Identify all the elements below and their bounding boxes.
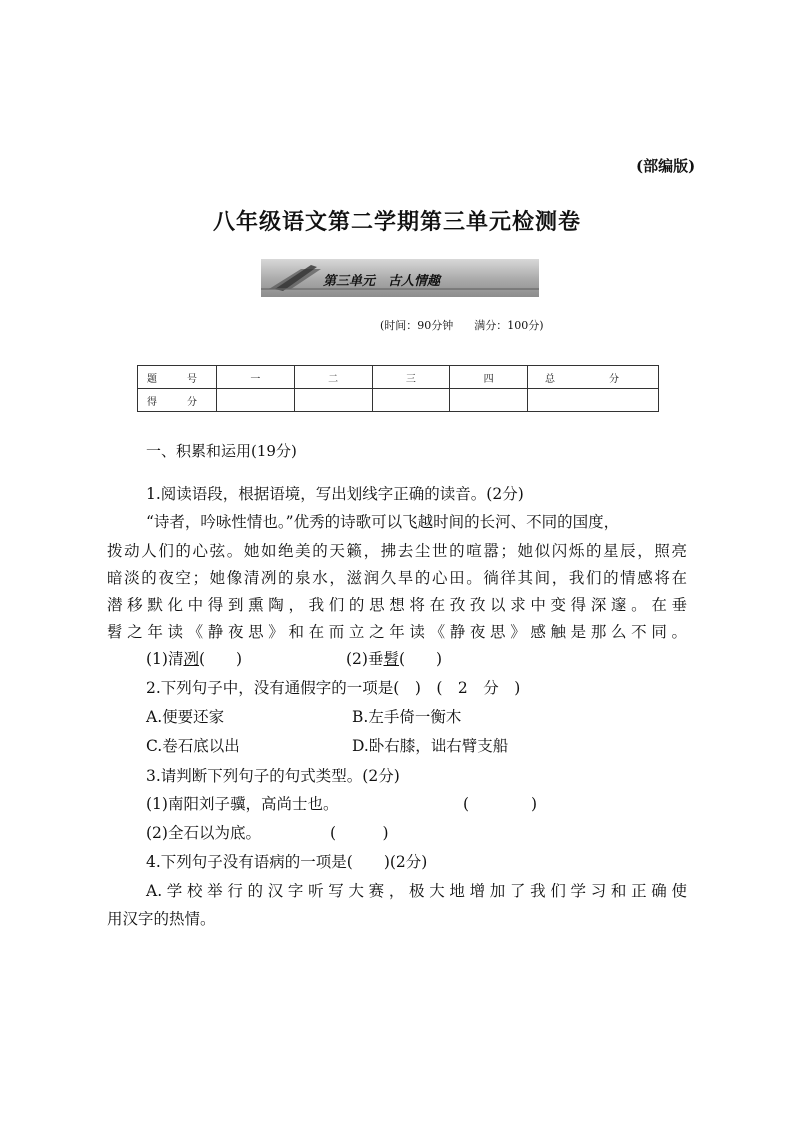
- header-cell: 总 分: [528, 366, 659, 389]
- option-a-line: 用汉字的热情。: [107, 910, 216, 928]
- score-cell[interactable]: [372, 389, 450, 412]
- exam-info: [380, 317, 544, 333]
- blank-2-answer[interactable]: ( ): [398, 650, 443, 668]
- question-2-stem: 2.下列句子中，没有通假字的一项是( ) ( 2 分 ): [146, 679, 521, 697]
- passage-line: 拨动人们的心弦。她如绝美的天籁，拂去尘世的喧嚣；她似闪烁的星辰，照亮: [107, 542, 687, 560]
- question-3-sentence-2: (2)全石以为底。: [146, 824, 261, 842]
- unit-banner: [261, 259, 539, 297]
- blank-1-prefix: (1)清: [146, 650, 184, 668]
- question-3-blank-1[interactable]: ( ): [463, 795, 538, 813]
- score-label: 满分：100分): [474, 319, 544, 332]
- score-table: [137, 365, 659, 412]
- question-3-stem: 3.请判断下列句子的句式类型。(2分): [146, 767, 400, 785]
- question-4-stem: 4.下列句子没有语病的一项是( )(2分): [146, 853, 428, 871]
- score-row-label: 得 分: [138, 389, 217, 412]
- option-d: D.卧右膝，诎右臂支船: [352, 737, 509, 755]
- question-3-blank-2[interactable]: ( ): [330, 824, 389, 842]
- header-cell: 一: [217, 366, 295, 389]
- score-table-score-row: [138, 389, 659, 412]
- option-a: A.便要还家: [146, 708, 225, 726]
- banner-label: 第三单元 古人情趣: [323, 274, 441, 289]
- blank-2-underlined-char: 髫: [383, 650, 399, 668]
- question-3-sentence-1: (1)南阳刘子骥，高尚士也。: [146, 795, 339, 813]
- score-table-header-row: [138, 366, 659, 389]
- time-label: (时间：90分钟: [380, 319, 454, 332]
- section-title: 一、积累和运用(19分): [146, 442, 297, 460]
- passage-line: 暗淡的夜空；她像清冽的泉水，滋润久旱的心田。徜徉其间，我们的情感将在: [107, 569, 687, 587]
- option-b: B.左手倚一衡木: [352, 708, 462, 726]
- passage-line: 髫之年读《静夜思》和在而立之年读《静夜思》感触是那么不同。: [107, 623, 687, 641]
- header-cell: 二: [294, 366, 372, 389]
- header-cell: 三: [372, 366, 450, 389]
- edition-label: (部编版): [636, 157, 696, 175]
- passage-line: 潜移默化中得到熏陶，我们的思想将在孜孜以求中变得深邃。在垂: [107, 596, 687, 614]
- score-cell[interactable]: [217, 389, 295, 412]
- question-1-blank-2: [346, 647, 442, 669]
- header-cell: 题 号: [138, 366, 217, 389]
- header-cell: 四: [450, 366, 528, 389]
- blank-1-answer[interactable]: ( ): [198, 650, 243, 668]
- score-cell[interactable]: [450, 389, 528, 412]
- score-cell[interactable]: [528, 389, 659, 412]
- score-cell[interactable]: [294, 389, 372, 412]
- page-title: 八年级语文第二学期第三单元检测卷: [212, 210, 581, 235]
- blank-2-prefix: (2)垂: [346, 650, 384, 668]
- question-1-blank-1: [146, 647, 242, 669]
- option-a-line: A.学校举行的汉字听写大赛，极大地增加了我们学习和正确使: [146, 882, 687, 900]
- passage-line: “诗者，吟咏性情也。”优秀的诗歌可以飞越时间的长河、不同的国度，: [146, 513, 620, 531]
- blank-1-underlined-char: 冽: [183, 650, 199, 668]
- question-1-stem: 1.阅读语段，根据语境，写出划线字正确的读音。(2分): [146, 485, 524, 503]
- option-c: C.卷石底以出: [146, 737, 240, 755]
